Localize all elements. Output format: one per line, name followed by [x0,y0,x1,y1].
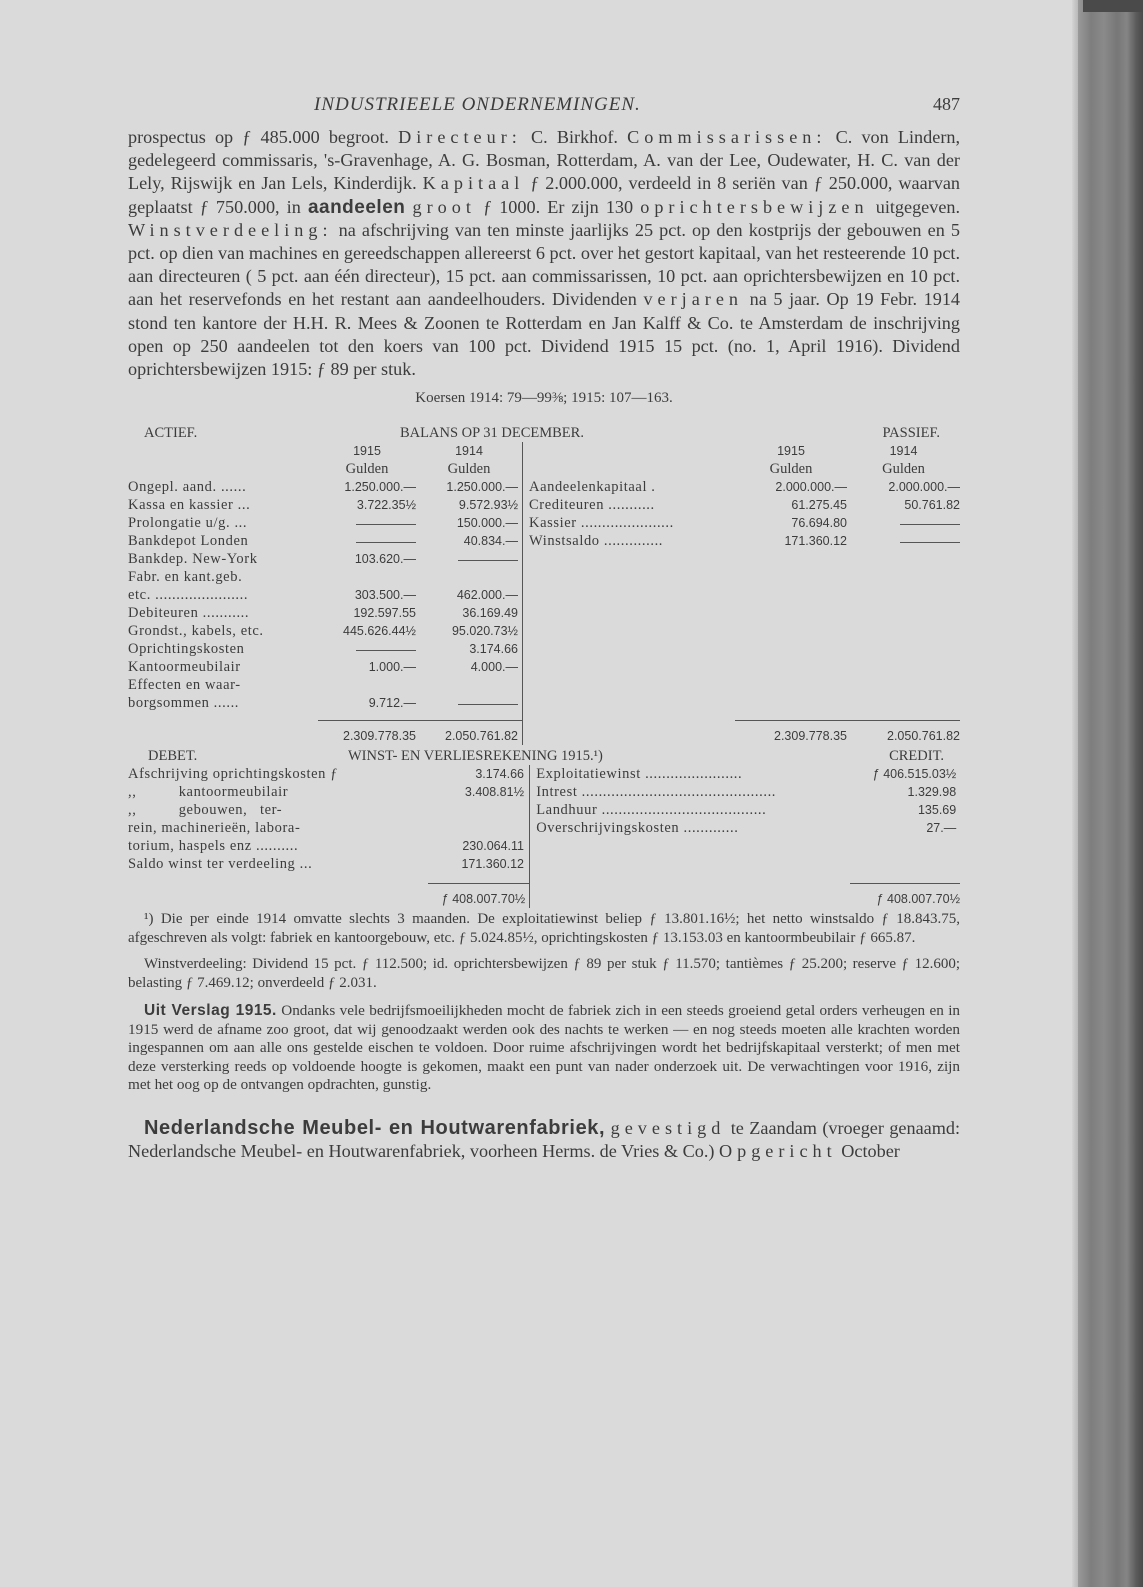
company-description [128,126,960,1164]
pl-title: WINST- EN VERLIESREKENING 1915.¹) [348,748,603,765]
debet-item-label: Saldo winst ter verdeeling ... [128,856,313,873]
table-row [128,694,960,712]
table-row [536,801,956,819]
actief-1914-value: 150.000.— [416,514,523,532]
debet-item-label: rein, machinerieën, labora- [128,820,301,837]
table-row [536,765,956,783]
table-row [128,658,960,676]
nil-dash [356,650,416,651]
text-directeur: C. Birkhof. [531,127,618,147]
actief-1915-value [318,568,416,586]
text-location: te Zaandam (vroeger genaamd: Nederlandsche Meubel- en Houtwarenfabriek, voorheen Herms. de Vries & Co.) [128,1117,961,1162]
nil-dash [356,524,416,525]
actief-1914-value: 462.000.— [416,586,523,604]
debet-label: DEBET. [148,748,198,765]
credit-item-label: Overschrijvingskosten ............. [536,820,739,837]
table-row [128,819,528,837]
label-commissarissen: Commissarissen: [627,127,827,147]
book-spine [1078,0,1143,1587]
credit-item-label: Exploitatiewinst ....................... [536,766,743,783]
actief-item-label: Bankdepot Londen [128,533,249,550]
actief-1915-value: 303.500.— [354,588,416,603]
book-spine-top [1083,0,1143,12]
col-1915: 1915 [353,444,381,459]
debet-item-label: torium, haspels enz .......... [128,838,299,855]
table-row [128,783,528,801]
actief-1915-value: 192.597.55 [353,606,416,621]
actief-1914-value: 4.000.— [416,658,523,676]
nil-dash [458,704,518,705]
profit-loss-table [128,747,960,908]
text-inschrijving: na 5 jaar. Op 19 Febr. 1914 stond ten kantore der H.H. R. Mees & Zoonen te Rotterdam en Jan Kalff & Co. te Amsterdam de inschrijving open op 250 aandeelen tot den koers van 100 pct. Dividend 1915 15 pct. (no. 1, April 1916). Dividend oprichtersbewijzen 1915: ƒ 89 per stuk. [128,289,961,380]
debet-item-value: 171.360.12 [461,857,524,872]
actief-1914-value: 9.572.93½ [416,496,523,514]
col-1914: 1914 [416,442,523,460]
unit-label: Gulden [345,461,389,478]
table-row [128,496,960,514]
actief-item-label: Prolongatie u/g. ... [128,515,248,532]
actief-item-label: Grondst., kabels, etc. [128,623,264,640]
table-row [128,837,528,855]
actief-item-label: Oprichtingskosten [128,641,245,658]
table-row [128,514,960,532]
actief-1914-value: 36.169.49 [416,604,523,622]
table-row [128,640,960,658]
actief-1914-value [416,676,523,694]
col-passief-1914: 1914 [889,444,918,459]
text-month: October [841,1141,900,1162]
passief-1914-value: 2.000.000.— [888,480,960,495]
total-credit: ƒ 408.007.70½ [876,892,960,907]
actief-item-label: borgsommen ...... [128,695,240,712]
nil-dash [900,542,960,543]
footnote: ¹) Die per einde 1914 omvatte slechts 3 maanden. De exploitatiewinst beliep ƒ 13.801.16½; het netto winstsaldo ƒ 18.843.75, afgeschreven als volgt: fabriek en kantoorgebouw, etc. ƒ 5.024.85½, oprichtingskosten ƒ 13.153.03 en kantoormbeubilair ƒ 665.87. [128,911,960,946]
passief-item-label: Kassier ...................... [529,515,674,532]
label-winstverdeeling: Winstverdeeling: [128,219,333,240]
label-kapitaal: Kapitaal [422,173,525,194]
total-passief-1915: 2.309.778.35 [774,729,847,744]
koersen-line: Koersen 1914: 79—99⅜; 1915: 107—163. [415,390,673,407]
next-company-entry [128,1117,960,1164]
table-row [128,478,960,496]
actief-1915-value: 3.722.35½ [356,498,416,513]
table-row [128,604,960,622]
actief-1915-value: 1.000.— [368,660,416,675]
actief-1915-value: 9.712.— [368,696,416,711]
nil-dash [900,524,960,525]
term-oprichtersbewijzen: oprichtersbewijzen [640,196,869,217]
credit-item-label: Landhuur ....................................... [536,802,767,819]
table-row [128,586,960,604]
nil-dash [458,560,518,561]
debet-item-label: Afschrijving oprichtingskosten ƒ [128,766,339,783]
nil-dash [356,542,416,543]
annual-report-excerpt [128,1002,960,1095]
unit-label: Gulden [882,461,925,478]
term-aandeelen: aandeelen [307,196,406,218]
table-row [128,568,960,586]
winstverdeeling-detail: Winstverdeeling: Dividend 15 pct. ƒ 112.500; id. oprichtersbewijzen ƒ 89 per stuk ƒ 11.570; tantièmes ƒ 25.200; reserve ƒ 12.600; belasting ƒ 7.469.12; onverdeeld ƒ 2.031. [128,956,960,991]
table-row [128,855,528,873]
text-uitgegeven: uitgegeven. [875,196,961,217]
actief-item-label: Kantoormeubilair [128,659,241,676]
credit-item-value: 27.— [926,821,957,836]
table-row [536,819,956,837]
debet-item-value [438,801,528,819]
debet-item-label: ,, kantoormeubilair [128,784,289,801]
credit-item-label: Intrest .............................................. [536,784,777,801]
debet-item-value: 3.408.81½ [464,785,524,800]
credit-item-value: 135.69 [917,803,957,818]
text-oprichters-count: ƒ 1000. Er zijn 130 [483,196,634,217]
actief-item-label: Bankdep. New-York [128,551,258,568]
debet-item-label: ,, gebouwen, ter- [128,802,283,819]
actief-item-label: Debiteuren ........... [128,605,250,622]
label-directeur: Directeur: [398,127,522,147]
running-head [128,94,960,118]
passief-1915-value: 61.275.45 [791,498,847,513]
actief-1914-value: 1.250.000.— [416,478,523,496]
table-row [128,622,960,640]
actief-item-label: Kassa en kassier ... [128,497,251,514]
debet-item-value [438,819,528,837]
term-opgericht: Opgericht [718,1141,837,1162]
table-row [128,765,528,783]
debet-item-value: 230.064.11 [462,839,524,854]
table-row [128,676,960,694]
passief-1914-value: 50.761.82 [904,498,960,513]
passief-label: PASSIEF. [882,425,940,442]
actief-1914-value: 40.834.— [416,532,523,550]
actief-1915-value [318,676,416,694]
actief-1915-value: 445.626.44½ [343,624,416,639]
actief-item-label: Fabr. en kant.geb. [128,569,243,586]
passief-1915-value: 76.694.80 [791,516,847,531]
total-actief-1914: 2.050.761.82 [416,721,523,745]
actief-item-label: Effecten en waar- [128,677,241,694]
text-prospectus: prospectus op ƒ 485.000 begroot. [128,127,389,147]
term-verjaren: verjaren [643,289,744,310]
passief-1915-value: 171.360.12 [784,534,847,549]
credit-item-value: 1.329.98 [907,785,957,800]
term-groot: groot [412,196,476,217]
actief-item-label: etc. ...................... [128,587,249,604]
company-name: Nederlandsche Meubel- en Houtwarenfabriek, [144,1116,606,1139]
text-kapitaal: ƒ 2.000.000, verdeeld in 8 seriën van ƒ 250.000, waarvan geplaatst ƒ 750.000, in [128,173,961,217]
table-row [128,550,960,568]
table-row [128,801,528,819]
term-gevestigd: gevestigd [610,1117,726,1138]
actief-1914-value: 3.174.66 [416,640,523,658]
passief-1915-value: 2.000.000.— [775,480,847,495]
balance-title: BALANS OP 31 DECEMBER. [400,425,584,442]
passief-item-label: Winstsaldo .............. [529,533,664,550]
actief-1914-value: 95.020.73½ [416,622,523,640]
debet-item-value: 3.174.66 [475,767,524,782]
text-commissarissen: C. von Lindern, gedelegeerd commissaris, 's-Gravenhage, A. G. Bosman, Rotterdam, A. van der Lee, Oudewater, H. C. van der Lely, Rijswijk en Jan Lels, Kinderdijk. [128,127,961,194]
actief-item-label: Ongepl. aand. ...... [128,479,247,496]
passief-item-label: Aandeelenkapitaal . [529,479,656,496]
page-number: 487 [933,94,960,114]
running-head-title: INDUSTRIEELE ONDERNEMINGEN. [314,94,641,115]
col-passief-1915: 1915 [777,444,805,459]
actief-1915-value: 103.620.— [354,552,416,567]
unit-label: Gulden [769,461,813,478]
report-heading: Uit Verslag 1915. [144,1002,277,1020]
total-debet: ƒ 408.007.70½ [428,884,530,908]
text-winstverdeeling: na afschrijving van ten minste jaarlijks 25 pct. op den kostprijs der gebouwen en 5 pct. op dien van machines en gereedschappen allereerst 6 pct. over het gestort kapitaal, van het resteerende 10 pct. aan directeuren ( 5 pct. aan één directeur), 15 pct. aan commissarissen, 10 pct. aan oprichtersbewijzen en 10 pct. aan het reservefonds en het restant aan aandeelhouders. Dividenden [128,219,960,310]
table-row [536,783,956,801]
total-actief-1915: 2.309.778.35 [343,729,416,744]
credit-item-value: ƒ 406.515.03½ [872,767,957,782]
passief-item-label: Crediteuren ........... [529,497,655,514]
balance-sheet-table [128,424,960,745]
report-text: Ondanks vele bedrijfsmoeilijkheden mocht de fabriek zich in een steeds groeiend getal orders verheugen en in 1915 werd de afname zoo groot, dat wij genoodzaakt werden ook des nachts te werken — en nog steeds moeten alle krachten worden ingespannen om aan alle ons gestelde eischen te voldoen. Door ruime afschrijvingen wordt het bedrijfskapitaal versterkt; of men met deze versterking reeds op voldoende hoogte is gekomen, maakt een punt van nader onderzoek uit. De verwachtingen voor 1916, zijn met het oog op de ontvangen opdrachten, gunstig. [128,1002,961,1094]
unit-label: Gulden [416,460,523,478]
actief-1914-value [416,568,523,586]
total-passief-1914: 2.050.761.82 [887,729,960,744]
credit-label: CREDIT. [889,748,944,765]
table-row [128,532,960,550]
actief-label: ACTIEF. [144,425,198,442]
actief-1915-value: 1.250.000.— [344,480,416,495]
